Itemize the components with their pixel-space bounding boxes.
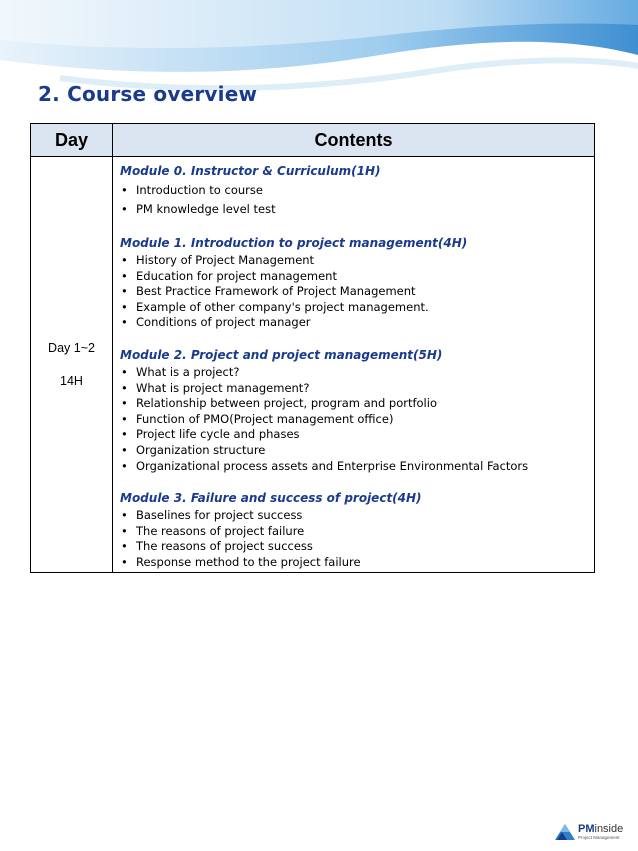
bullet-icon: •: [121, 284, 128, 299]
list-item: • The reasons of project success: [121, 539, 313, 554]
list-item: • Example of other company's project management.: [121, 299, 429, 314]
bullet-icon: •: [121, 364, 128, 379]
module-1: [120, 233, 588, 331]
topic-list: [120, 253, 588, 331]
section-title: 2. Course overview: [38, 82, 258, 106]
bullet-icon: •: [121, 299, 128, 314]
logo-brand: PM: [578, 822, 595, 835]
module-0: [120, 161, 588, 219]
list-item: • Best Practice Framework of Project Management: [121, 284, 416, 299]
list-item: • What is project management?: [121, 380, 310, 395]
bullet-icon: •: [121, 458, 128, 473]
module-3: [120, 488, 588, 570]
list-item: • Conditions of project manager: [121, 315, 311, 330]
topic-list: [120, 508, 588, 570]
list-item: • Response method to the project failure: [121, 554, 361, 569]
day-column-header: Day: [31, 124, 113, 157]
logo-text: [578, 824, 623, 841]
bullet-icon: •: [121, 268, 128, 283]
bullet-icon: •: [121, 442, 128, 457]
day-range: Day 1~2: [48, 340, 95, 355]
bullet-icon: •: [121, 183, 128, 197]
bullet-icon: •: [121, 396, 128, 411]
bullet-icon: •: [121, 411, 128, 426]
module-title: Module 0. Instructor & Curriculum(1H): [120, 164, 381, 178]
day-cell: [31, 157, 113, 573]
bullet-icon: •: [121, 523, 128, 538]
table-row: [31, 157, 595, 573]
pminside-logo: [554, 823, 623, 841]
day-hours: 14H: [60, 373, 83, 388]
module-title: Module 2. Project and project management(5H): [120, 347, 443, 362]
list-item: • Introduction to course: [120, 181, 588, 200]
bullet-icon: •: [121, 315, 128, 330]
list-item: • Organizational process assets and Enterprise Environmental Factors: [121, 458, 529, 473]
bullet-icon: •: [121, 554, 128, 569]
list-item: • The reasons of project failure: [121, 523, 305, 538]
bullet-icon: •: [121, 508, 128, 523]
contents-cell: [113, 157, 595, 573]
bullet-icon: •: [121, 253, 128, 267]
list-item: • Education for project management: [121, 268, 337, 283]
list-item: • Baselines for project success: [121, 508, 303, 523]
module-2: [120, 345, 588, 474]
list-item: • Function of PMO(Project management office): [121, 411, 394, 426]
contents-column-header: Contents: [113, 124, 595, 157]
topic-list: [120, 365, 588, 474]
list-item: • Project life cycle and phases: [121, 427, 300, 442]
bullet-icon: •: [121, 427, 128, 442]
logo-tagline: Project Management: [578, 834, 620, 840]
bullet-icon: •: [121, 202, 128, 216]
list-item: • Relationship between project, program and portfolio: [121, 396, 437, 411]
module-title: Module 3. Failure and success of project(4H): [120, 491, 422, 506]
list-item: • Organization structure: [121, 442, 266, 457]
topic-list: [120, 181, 588, 219]
module-title: Module 1. Introduction to project management(4H): [120, 236, 468, 250]
course-overview-table: [30, 123, 595, 573]
list-item: • PM knowledge level test: [120, 200, 588, 219]
pyramid-logo-icon: [554, 823, 576, 841]
logo-brand-suffix: inside: [594, 822, 624, 835]
list-item: • What is a project?: [121, 364, 240, 379]
list-item: • History of Project Management: [121, 253, 315, 267]
bullet-icon: •: [121, 539, 128, 554]
bullet-icon: •: [121, 380, 128, 395]
table-header-row: [31, 124, 595, 157]
